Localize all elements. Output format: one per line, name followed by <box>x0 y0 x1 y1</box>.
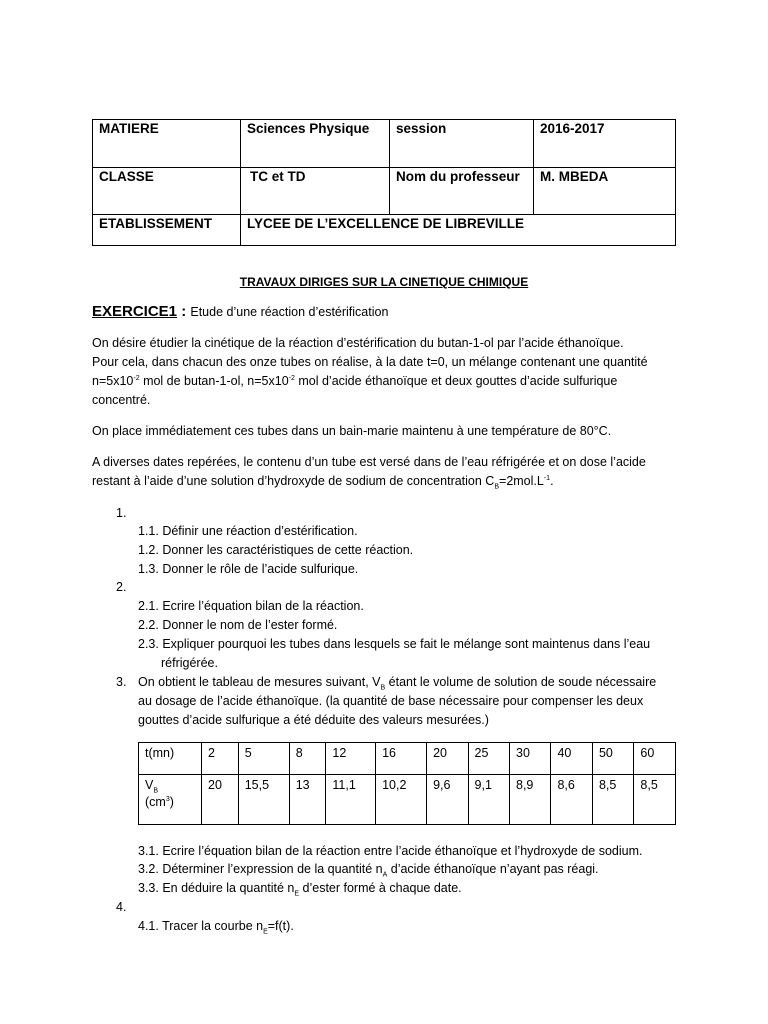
text: ) <box>169 795 174 809</box>
subscript: A <box>382 871 388 879</box>
question-item <box>138 860 599 879</box>
table-cell: t(mn) <box>139 743 202 775</box>
exercise-colon: : <box>177 303 191 320</box>
question-number: 2. <box>116 580 127 594</box>
table-cell: 13 <box>289 775 326 825</box>
table-cell: 50 <box>592 743 633 775</box>
table-cell: 8,6 <box>551 775 592 825</box>
question-item <box>138 879 462 898</box>
subscript: B <box>153 787 159 795</box>
table-row <box>139 743 676 775</box>
exercise-heading <box>92 303 388 320</box>
question-item: 2.3. Expliquer pourquoi les tubes dans lesquels se fait le mélange sont maintenus dans l’eau <box>138 637 651 651</box>
paragraph-line <box>92 472 554 491</box>
text: . <box>550 474 554 488</box>
subscript: E <box>263 928 268 936</box>
header-table <box>92 119 676 246</box>
text: restant à l’aide d’une solution d’hydroxyde de sodium de concentration C <box>92 474 495 488</box>
question-item: 1.2. Donner les caractéristiques de cette réaction. <box>138 543 414 557</box>
paragraph-line: A diverses dates repérées, le contenu d’un tube est versé dans de l’eau réfrigérée et on dose l’acide <box>92 455 646 469</box>
table-cell <box>139 775 202 825</box>
question-number: 3. <box>116 675 127 689</box>
exercise-subtitle: Etude d’une réaction d’estérification <box>190 305 389 319</box>
header-cell: session <box>390 120 534 168</box>
table-cell: 8,9 <box>510 775 551 825</box>
subscript: B <box>494 483 500 491</box>
text: n=5x10 <box>92 374 134 388</box>
table-cell: 16 <box>376 743 427 775</box>
superscript: -1 <box>543 474 551 482</box>
text: mol de butan-1-ol, n=5x10 <box>139 374 289 388</box>
header-cell: LYCEE DE L’EXCELLENCE DE LIBREVILLE <box>241 215 676 246</box>
header-cell: CLASSE <box>93 168 241 215</box>
table-cell: 8 <box>289 743 326 775</box>
text: On obtient le tableau de mesures suivant, V <box>138 675 381 689</box>
table-cell: 9,1 <box>468 775 509 825</box>
table-cell: 10,2 <box>376 775 427 825</box>
text: d’ester formé à chaque date. <box>299 881 462 895</box>
paragraph-line: On place immédiatement ces tubes dans un bain-marie maintenu à une température de 80°C. <box>92 424 612 438</box>
text: =2mol.L <box>499 474 544 488</box>
superscript: 3 <box>165 795 170 803</box>
header-cell: Nom du professeur <box>390 168 534 215</box>
header-cell: MATIERE <box>93 120 241 168</box>
measurements-table <box>138 742 676 825</box>
header-cell: 2016-2017 <box>534 120 676 168</box>
question-text: au dosage de l’acide éthanoïque. (la quantité de base nécessaire pour compenser les deux <box>138 694 644 708</box>
superscript: -2 <box>288 374 295 382</box>
header-cell: TC et TD <box>241 168 390 215</box>
subscript: B <box>380 684 386 692</box>
question-text: gouttes d’acide sulfurique a été déduite des valeurs mesurées.) <box>138 713 489 727</box>
question-number: 1. <box>116 506 127 520</box>
table-row <box>139 775 676 825</box>
question-text <box>138 673 656 692</box>
table-cell: 11,1 <box>326 775 376 825</box>
table-cell: 20 <box>427 743 468 775</box>
paragraph-line <box>92 372 617 391</box>
document-title: TRAVAUX DIRIGES SUR LA CINETIQUE CHIMIQUE <box>239 275 529 289</box>
text: (cm <box>145 795 166 809</box>
subscript: E <box>294 890 300 898</box>
text: 3.3. En déduire la quantité n <box>138 881 295 895</box>
text: V <box>145 778 154 792</box>
text: 3.2. Déterminer l’expression de la quantité n <box>138 862 383 876</box>
table-cell: 5 <box>238 743 289 775</box>
header-cell: Sciences Physique <box>241 120 390 168</box>
question-item: 1.1. Définir une réaction d’estérification. <box>138 524 358 538</box>
table-cell: 9,6 <box>427 775 468 825</box>
table-cell: 20 <box>202 775 239 825</box>
question-item: réfrigérée. <box>161 656 218 670</box>
question-item <box>138 917 294 936</box>
table-cell: 25 <box>468 743 509 775</box>
question-item: 3.1. Ecrire l’équation bilan de la réaction entre l’acide éthanoïque et l’hydroxyde de sodium. <box>138 844 643 858</box>
header-cell: ETABLISSEMENT <box>93 215 241 246</box>
question-number: 4. <box>116 900 127 914</box>
table-cell: 15,5 <box>238 775 289 825</box>
text: =f(t). <box>267 919 294 933</box>
question-item: 2.1. Ecrire l’équation bilan de la réaction. <box>138 599 364 613</box>
paragraph-line: concentré. <box>92 393 151 407</box>
table-cell: 2 <box>202 743 239 775</box>
paragraph-line: Pour cela, dans chacun des onze tubes on réalise, à la date t=0, un mélange contenant une quantité <box>92 355 648 369</box>
paragraph-line: On désire étudier la cinétique de la réaction d’estérification du butan-1-ol par l’acide éthanoïque. <box>92 336 624 350</box>
question-item: 2.2. Donner le nom de l’ester formé. <box>138 618 338 632</box>
table-cell: 40 <box>551 743 592 775</box>
table-cell: 12 <box>326 743 376 775</box>
text: mol d’acide éthanoïque et deux gouttes d’acide sulfurique <box>294 374 618 388</box>
table-cell: 8,5 <box>592 775 633 825</box>
text: d’acide éthanoïque n’ayant pas réagi. <box>387 862 599 876</box>
table-cell: 8,5 <box>634 775 676 825</box>
table-cell: 30 <box>510 743 551 775</box>
table-cell: 60 <box>634 743 676 775</box>
question-item: 1.3. Donner le rôle de l’acide sulfurique. <box>138 562 359 576</box>
superscript: -2 <box>133 374 140 382</box>
header-cell: M. MBEDA <box>534 168 676 215</box>
text: 4.1. Tracer la courbe n <box>138 919 264 933</box>
exercise-label: EXERCICE1 <box>92 303 178 320</box>
text: étant le volume de solution de soude nécessaire <box>385 675 657 689</box>
